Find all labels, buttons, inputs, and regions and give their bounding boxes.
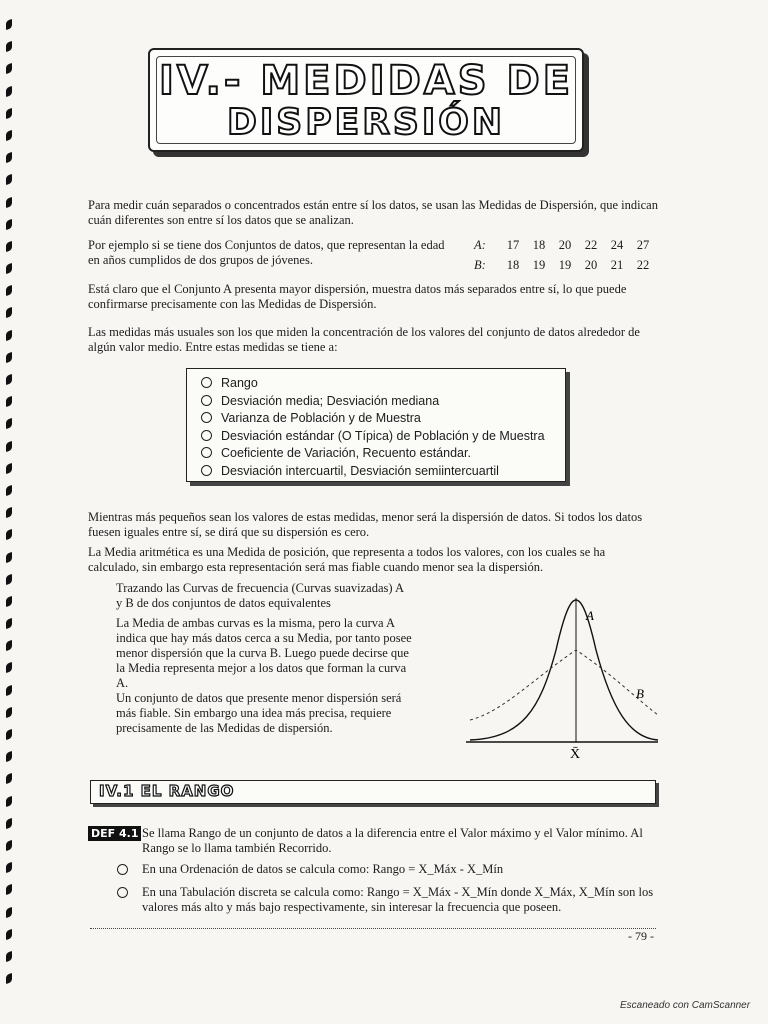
circle-bullet-icon: [201, 412, 212, 423]
rango-tabulacion: En una Tabulación discreta se calcula como: Rango = X_Máx - X_Mín donde X_Máx, X_Mín son los valores más alto y más bajo respectivamente, sin interesar la frecuencia que poseen.: [142, 885, 654, 914]
chapter-title-line2: DISPERSIÓN: [227, 102, 505, 143]
circle-bullet-icon: [201, 430, 212, 441]
list-item: Coeficiente de Variación, Recuento estándar.: [201, 445, 551, 463]
circle-bullet-icon: [117, 864, 128, 875]
chapter-title-box: [148, 48, 584, 152]
mean-label: X̄: [570, 747, 581, 762]
circle-bullet-icon: [201, 395, 212, 406]
list-item: Desviación intercuartil, Desviación semiintercuartil: [201, 463, 551, 481]
conjunto-paragraph: Un conjunto de datos que presente menor dispersión será más fiable. Sin embargo una idea más precisa, requiere precisamente de las Medidas de dispersión.: [116, 691, 402, 735]
trazando-paragraph: Trazando las Curvas de frecuencia (Curvas suavizadas) A y B de dos conjuntos de datos equivalentes: [116, 581, 404, 610]
definition-text: Se llama Rango de un conjunto de datos a la diferencia entre el Valor máximo y el Valor mínimo. Al Rango se lo llama también Recorrido.: [142, 826, 643, 855]
list-item: Varianza de Población y de Muestra: [201, 410, 551, 428]
spiral-binding: [6, 20, 16, 980]
claro-paragraph: Está claro que el Conjunto A presenta mayor dispersión, muestra datos más separados entre sí, lo que puede confirmarse precisamente con las Medidas de Dispersión.: [88, 282, 627, 311]
list-item: Rango: [201, 375, 551, 393]
list-item: Desviación media; Desviación mediana: [201, 393, 551, 411]
mientras-paragraph: Mientras más pequeños sean los valores de estas medidas, menor será la dispersión de datos. Si todos los datos fuesen iguales entre sí, se dirá que su dispersión es cero.: [88, 510, 643, 539]
set-b-values: B: 18 19 19 20 21 22: [474, 258, 650, 272]
section-title: IV.1 EL RANGO: [99, 782, 235, 800]
page-number: - 79 -: [628, 929, 654, 943]
frequency-curves-figure: [462, 590, 662, 762]
curve-a: [470, 600, 658, 740]
set-a-values: A: 17 18 20 22 24 27: [474, 238, 650, 252]
circle-bullet-icon: [201, 377, 212, 388]
chapter-title-line1: IV.- MEDIDAS DE: [158, 58, 574, 104]
usuales-paragraph: Las medidas más usuales son los que miden la concentración de los valores del conjunto de datos alrededor de algún valor medio. Entre estas medidas se tiene a:: [88, 325, 640, 354]
definition-tag: DEF 4.1: [88, 826, 141, 841]
curve-b: [470, 650, 658, 720]
intro-paragraph: Para medir cuán separados o concentrados están entre sí los datos, se usan las Medidas de Dispersión, que indican cuán diferentes son entre sí los datos que se analizan.: [88, 198, 658, 227]
list-item: Desviación estándar (O Típica) de Población y de Muestra: [201, 428, 551, 446]
media-paragraph: La Media aritmética es una Medida de posición, que representa a todos los valores, con los cuales se ha calculado, sin embargo esta representación será mas fiable cuando menor sea la dispersión.: [88, 545, 606, 574]
rango-ordenacion: En una Ordenación de datos se calcula como: Rango = X_Máx - X_Mín: [142, 862, 504, 876]
set-a-label: A:: [474, 238, 486, 252]
circle-bullet-icon: [201, 447, 212, 458]
media-ambas-paragraph: La Media de ambas curvas es la misma, pero la curva A indica que hay más datos cerca a su Media, por tanto posee menor dispersión que la curva B. Luego puede decirse que la Media representa mejor a los datos que forman la curva A.: [116, 616, 412, 690]
footer-divider: [90, 928, 656, 929]
circle-bullet-icon: [201, 465, 212, 476]
set-b-label: B:: [474, 258, 486, 272]
curve-a-label: A: [586, 608, 594, 623]
example-paragraph: Por ejemplo si se tiene dos Conjuntos de datos, que representan la edad en años cumplidos de dos grupos de jóvenes.: [88, 238, 445, 267]
curve-b-label: B: [636, 686, 644, 701]
measures-list-box: [186, 368, 566, 482]
section-header: [90, 780, 656, 804]
scanner-watermark: Escaneado con CamScanner: [620, 1000, 751, 1011]
circle-bullet-icon: [117, 887, 128, 898]
